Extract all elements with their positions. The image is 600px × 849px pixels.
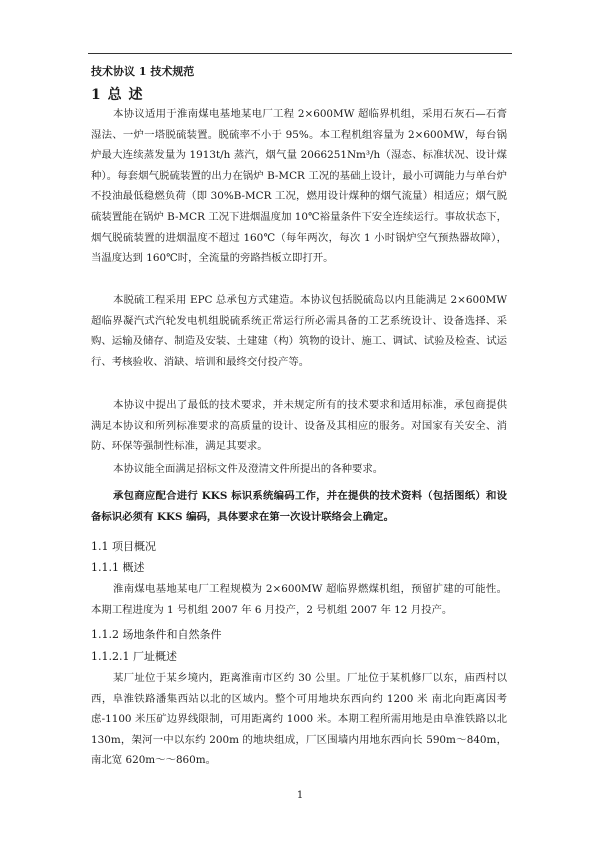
paragraph-epc: 本脱硫工程采用 EPC 总承包方式建造。本协议包括脱硫岛以内且能满足 2×600MW 超临界凝汽式汽轮发电机组脱硫系统正常运行所必需具备的工艺系统设计、设备选择、采购、运输及储存、制造及安装、土建建（构）筑物的设计、施工、调试、试验及检查、试运行、考核验收、消缺、培训和最终交付投产等。 bbox=[91, 294, 507, 368]
paragraph-overview: 淮南煤电基地某电厂工程规模为 2×600MW 超临界燃煤机组，预留扩建的可能性。本期工程进度为 1 号机组 2007 年 6 月投产，2 号机组 2007 年 12 月投产。 bbox=[91, 583, 507, 616]
paragraph-kks: 承包商应配合进行 KKS 标识系统编码工作，并在提供的技术资料（包括图纸）和设备标识必须有 KKS 编码，具体要求在第一次设计联络会上确定。 bbox=[91, 490, 507, 523]
paragraph-requirements: 本协议中提出了最低的技术要求，并未规定所有的技术要求和适用标准，承包商提供满足本协议和所列标准要求的高质量的设计、设备及其相应的服务。对国家有关安全、消防、环保等强制性标准，满足其要求。 bbox=[91, 399, 507, 453]
paragraph-compliance: 本协议能全面满足招标文件及澄清文件所提出的各种要求。 bbox=[113, 463, 384, 475]
chapter-heading: 1 总 述 bbox=[91, 87, 144, 103]
document-header: 技术协议 1 技术规范 bbox=[91, 65, 195, 78]
section-heading-1-1-1: 1.1.1 概述 bbox=[91, 561, 145, 574]
paragraph-scope: 本协议适用于淮南煤电基地某电厂工程 2×600MW 超临界机组，采用石灰石—石膏湿法、一炉一塔脱硫装置。脱硫率不小于 95%。本工程机组容量为 2×600MW，每台锅炉最大连续蒸发量为 1913t/h 蒸汽，烟气量 2066251Nm³/h（湿态、标准状况、设计煤种）。每套烟气脱硫装置的出力在锅炉 B-MCR 工况的基础上设计，最小可调能力与单台炉不投油最低稳燃负荷（即 30%B-MCR 工况，燃用设计煤种的烟气流量）相适应；烟气脱硫装置能在锅炉 B-MCR 工况下进烟温度加 10℃裕量条件下安全连续运行。事故状态下，烟气脱硫装置的进烟温度不超过 160℃（每年两次，每次 1 小时锅炉空气预热器故障），当温度达到 160℃时，全流量的旁路挡板立即打开。 bbox=[91, 108, 507, 265]
page-number: 1 bbox=[296, 790, 304, 801]
paragraph-site: 某厂址位于某乡境内，距离淮南市区约 30 公里。厂址位于某机修厂以东，庙西村以西，阜淮铁路潘集西站以北的区域内。整个可用地块东西向约 1200 米 南北向距离因考虑-1100 米压矿边界线限制，可用距离约 1000 米。本期工程所需用地是由阜淮铁路以北 130m，架河一中以东约 200m 的地块组成，厂区围墙内用地东西向长 590m～840m，南北宽 620m～～860m。 bbox=[91, 672, 507, 767]
section-heading-1-1-2-1: 1.1.2.1 厂址概述 bbox=[91, 650, 177, 663]
header-rule bbox=[88, 53, 512, 54]
section-heading-1-1-2: 1.1.2 场地条件和自然条件 bbox=[91, 628, 222, 641]
section-heading-1-1: 1.1 项目概况 bbox=[91, 540, 156, 553]
